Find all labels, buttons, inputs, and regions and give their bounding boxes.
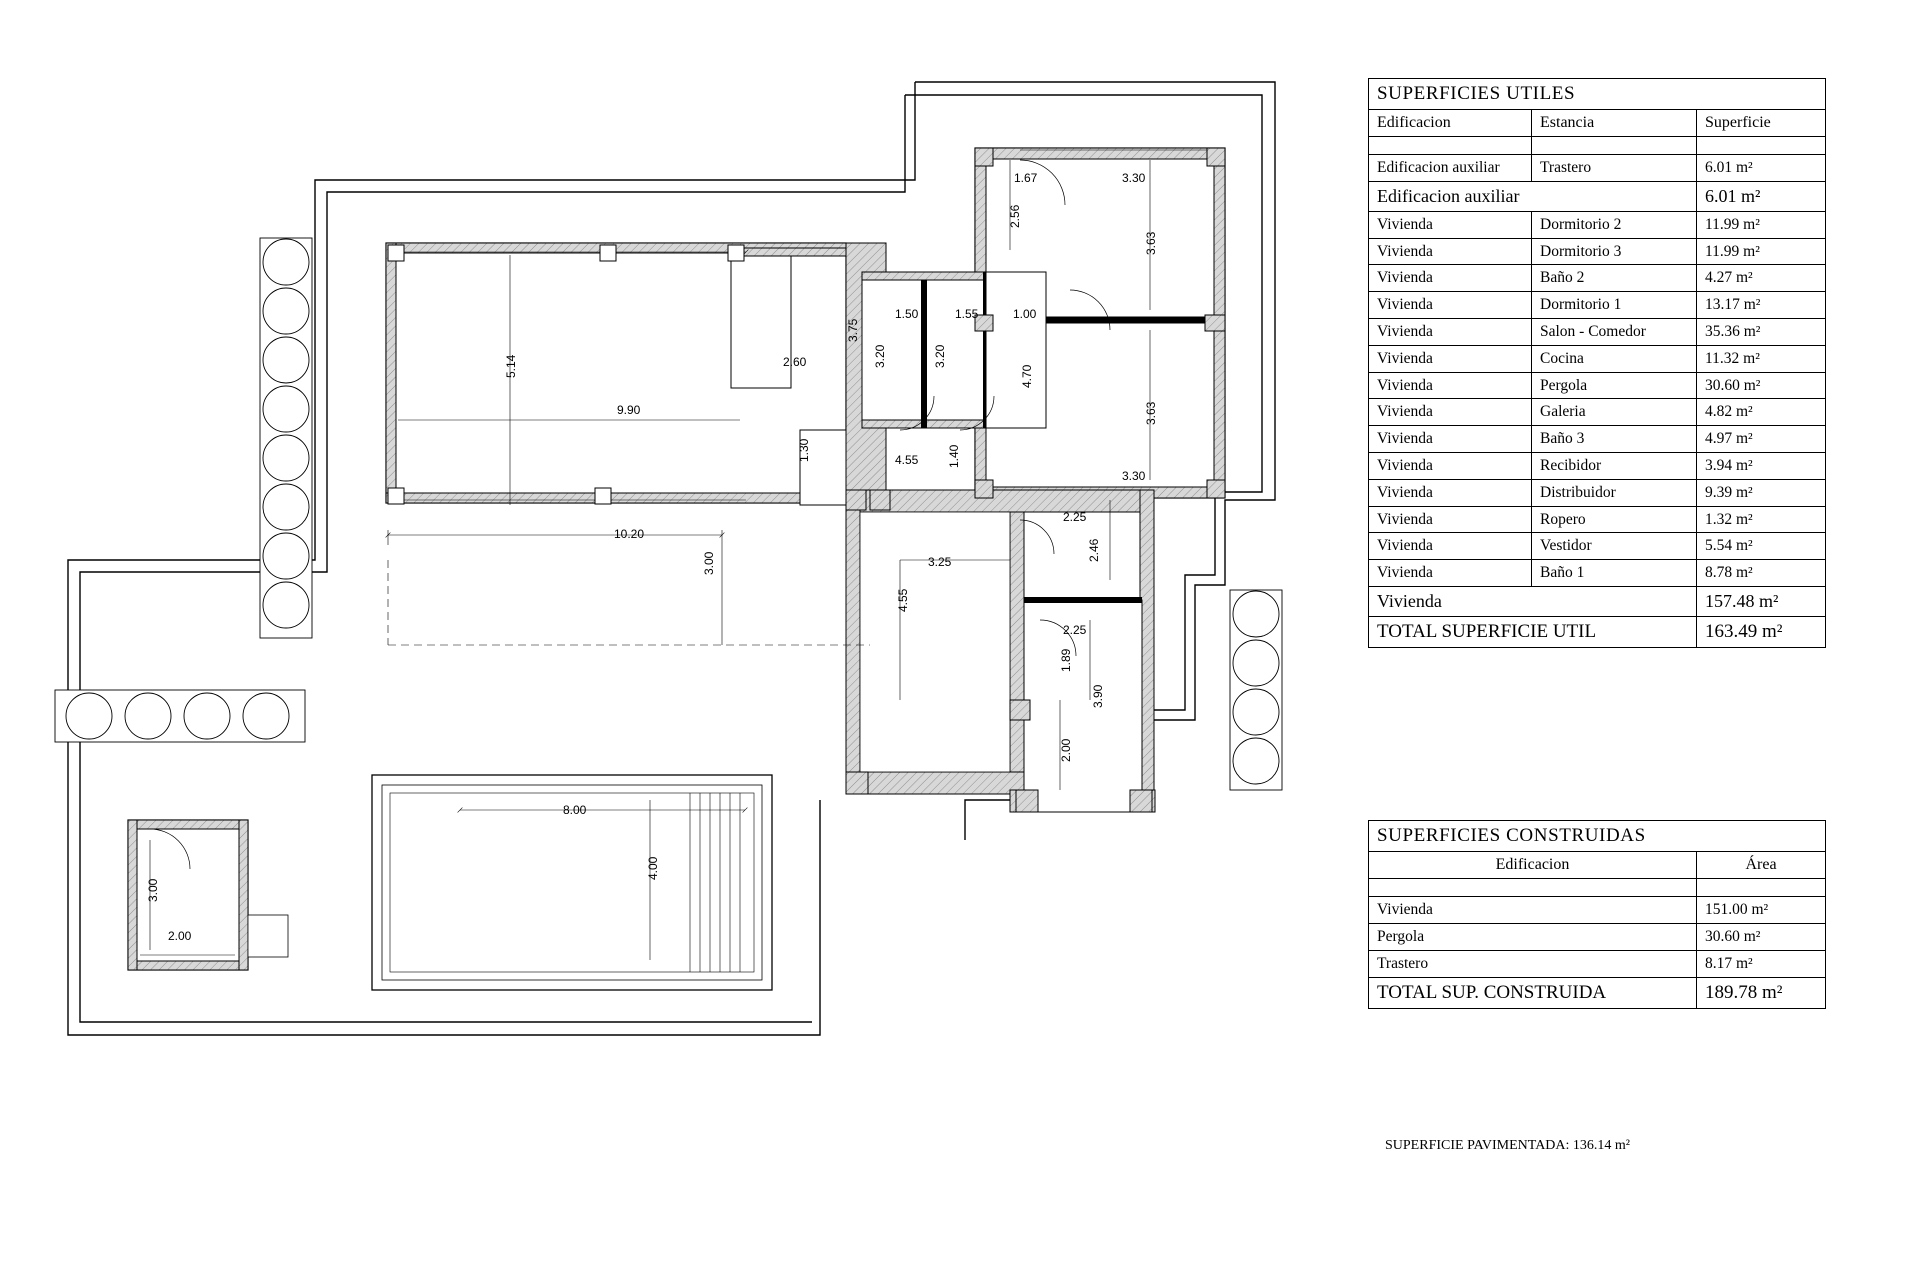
table-row [1369,399,1826,426]
dimension-label: 3.90 [1091,684,1105,708]
dimension-label: 3.20 [873,344,887,368]
cell-superficie: 11.99 m² [1697,238,1826,265]
tree-row-left [260,238,312,638]
surface-areas-built-table [1368,820,1826,1009]
cell-estancia: Recibidor [1532,453,1697,480]
dimension-label: 3.00 [146,878,160,902]
table-row [1369,924,1826,951]
cell-edificacion: Vivienda [1369,897,1697,924]
cell-area: 8.17 m² [1697,950,1826,977]
cell-superficie: 1.32 m² [1697,506,1826,533]
paved-surface-note: SUPERFICIE PAVIMENTADA: 136.14 m² [1385,1138,1630,1153]
surface-areas-useful-table [1368,78,1826,648]
dimension-label: 2.00 [168,929,192,943]
cell-edificacion: Vivienda [1369,372,1532,399]
cell-edificacion: Vivienda [1369,533,1532,560]
cell-superficie: 4.97 m² [1697,426,1826,453]
table-row [1369,238,1826,265]
cell-estancia: Dormitorio 2 [1532,211,1697,238]
subtotal-value: 6.01 m² [1697,182,1826,212]
cell-estancia: Dormitorio 1 [1532,292,1697,319]
cell-edificacion: Vivienda [1369,506,1532,533]
dimension-label: 5.14 [504,354,518,378]
col-header-edificacion-built: Edificacion [1369,851,1697,878]
cell-superficie: 8.78 m² [1697,560,1826,587]
dimension-label: 3.25 [928,555,952,569]
subtotal-label: Vivienda [1369,587,1697,617]
cell-edificacion: Pergola [1369,924,1697,951]
table-row [1369,318,1826,345]
table-row [1369,211,1826,238]
dimension-label: 10.20 [614,527,645,541]
cell-edificacion: Vivienda [1369,426,1532,453]
cell-superficie: 11.99 m² [1697,211,1826,238]
table-row [1369,506,1826,533]
cell-estancia: Ropero [1532,506,1697,533]
table-row [1369,155,1826,182]
col-header-estancia: Estancia [1532,109,1697,136]
dimension-label: 1.67 [1014,171,1038,185]
cell-superficie: 9.39 m² [1697,479,1826,506]
dimension-label: 3.63 [1144,231,1158,255]
cell-estancia: Dormitorio 3 [1532,238,1697,265]
table-row [1369,345,1826,372]
dimension-label: 3.20 [933,344,947,368]
cell-edificacion: Vivienda [1369,292,1532,319]
subtotal-value: 157.48 m² [1697,587,1826,617]
dimension-label: 2.60 [783,355,807,369]
table-row [1369,560,1826,587]
table-row [1369,479,1826,506]
dimension-label: 2.56 [1008,204,1022,228]
cell-superficie: 30.60 m² [1697,372,1826,399]
dimension-label: 9.90 [617,403,641,417]
cell-superficie: 5.54 m² [1697,533,1826,560]
dimension-label: 4.55 [896,588,910,612]
table-row [1369,453,1826,480]
dimension-label: 3.63 [1144,401,1158,425]
dimension-label: 3.75 [846,318,860,342]
cell-area: 30.60 m² [1697,924,1826,951]
cell-edificacion: Edificacion auxiliar [1369,155,1532,182]
dimension-label: 3.00 [702,551,716,575]
dimension-label: 2.25 [1063,623,1087,637]
cell-estancia: Baño 2 [1532,265,1697,292]
cell-superficie: 6.01 m² [1697,155,1826,182]
cell-superficie: 13.17 m² [1697,292,1826,319]
cell-estancia: Baño 1 [1532,560,1697,587]
table-row [1369,950,1826,977]
cell-superficie: 4.27 m² [1697,265,1826,292]
dimension-label: 3.30 [1122,469,1146,483]
house-walls [386,148,1225,812]
subtotal-row-auxiliar [1369,182,1826,212]
dimension-label: 2.46 [1087,538,1101,562]
tree-row-bottom-left [55,690,305,742]
dimension-label: 2.00 [1059,738,1073,762]
dimension-label: 1.89 [1059,648,1073,672]
dimension-label: 1.55 [955,307,979,321]
dimension-label: 4.00 [646,856,660,880]
cell-edificacion: Vivienda [1369,211,1532,238]
table-title-construidas: SUPERFICIES CONSTRUIDAS [1369,821,1826,852]
total-value: 189.78 m² [1697,977,1826,1008]
dimension-label: 2.25 [1063,510,1087,524]
col-header-area: Área [1697,851,1826,878]
dimension-label: 3.30 [1122,171,1146,185]
table-row [1369,533,1826,560]
subtotal-label: Edificacion auxiliar [1369,182,1697,212]
cell-edificacion: Vivienda [1369,399,1532,426]
cell-estancia: Vestidor [1532,533,1697,560]
table-row [1369,372,1826,399]
cell-estancia: Salon - Comedor [1532,318,1697,345]
cell-superficie: 35.36 m² [1697,318,1826,345]
subtotal-row-vivienda [1369,587,1826,617]
cell-estancia: Baño 3 [1532,426,1697,453]
dimension-label: 4.70 [1020,364,1034,388]
cell-area: 151.00 m² [1697,897,1826,924]
table-title-utiles: SUPERFICIES UTILES [1369,79,1826,110]
cell-edificacion: Vivienda [1369,238,1532,265]
cell-superficie: 4.82 m² [1697,399,1826,426]
cell-estancia: Trastero [1532,155,1697,182]
total-label: TOTAL SUPERFICIE UTIL [1369,616,1697,647]
total-row-utiles [1369,616,1826,647]
col-header-edificacion: Edificacion [1369,109,1532,136]
dimension-label: 1.40 [947,444,961,468]
cell-edificacion: Vivienda [1369,560,1532,587]
cell-estancia: Distribuidor [1532,479,1697,506]
dimension-label: 1.30 [797,438,811,462]
cell-edificacion: Trastero [1369,950,1697,977]
tree-row-right [1230,590,1282,790]
total-row-construidas [1369,977,1826,1008]
cell-superficie: 3.94 m² [1697,453,1826,480]
cell-superficie: 11.32 m² [1697,345,1826,372]
cell-edificacion: Vivienda [1369,345,1532,372]
cell-estancia: Galeria [1532,399,1697,426]
total-label: TOTAL SUP. CONSTRUIDA [1369,977,1697,1008]
table-row [1369,897,1826,924]
table-row [1369,426,1826,453]
cell-edificacion: Vivienda [1369,453,1532,480]
col-header-superficie: Superficie [1697,109,1826,136]
cell-estancia: Pergola [1532,372,1697,399]
cell-edificacion: Vivienda [1369,265,1532,292]
dimension-label: 1.50 [895,307,919,321]
table-row [1369,292,1826,319]
dimension-label: 1.00 [1013,307,1037,321]
cell-edificacion: Vivienda [1369,479,1532,506]
dimension-label: 4.55 [895,453,919,467]
dimension-label: 8.00 [563,803,587,817]
cell-edificacion: Vivienda [1369,318,1532,345]
table-row [1369,265,1826,292]
total-value: 163.49 m² [1697,616,1826,647]
cell-estancia: Cocina [1532,345,1697,372]
